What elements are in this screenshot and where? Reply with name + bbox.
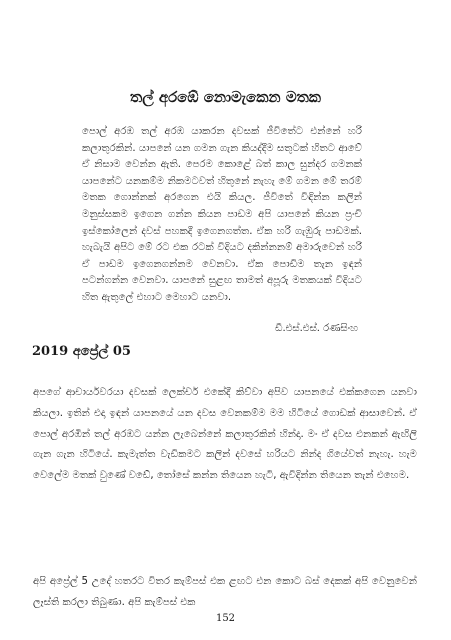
page-title: තල් අරඹේ නොමැකෙන මතක <box>130 88 321 106</box>
body-paragraph-2: අපි අප්‍රේල් 5 උදේ හතරට විතර කැම්පස් එක ළඟට එන කොට බස් දෙකක් අපි වෙනුවෙන් ලෑස්ති කරලා තිබුණා. අපි කැම්පස් එක <box>33 576 417 608</box>
body-paragraph-1: අපගේ ආචාර්යවරයා දවසක් ලෙක්චර් එකේදී කිව්වා අපිව යාපනයේ එක්කගෙන යනවා කියලා. ඉතින් එදා ඉඳන් යාපනයේ යන දවස වෙනකම්ම මම හිටියේ ගොඩක් ආසාවෙන්. ඒ පොල් අරඹින් තල් අරඹට යන්න ලැබෙන්නේ කලාතුරකින් හින්දා. මං ඒ දවස එනකන් ඇඟිලි ගැන ගැන හිටියේ. කැමැත්ත වැඩිකමට කලින් දවසේ හරියට නින්ද ගියේවත් නැහැ. හැම වෙලේම මතක් වුණේ වඩේ, තෝසේ කන්න තියෙන හැටි, ඇවිදින්න තියෙන තැන් එහෙම. <box>33 387 417 482</box>
page-number: 152 <box>215 613 236 624</box>
intro-paragraph: පොල් අරඹ තල් අරඹ යාකරන දවසක් ජීවිතේට එන්නේ හරි කලාතුරකින්. යාපනේ යන ගමන ගැන කියද්දීම සතුටක් හිතට ආවේ ඒ නිසාම වෙන්න ඇති. පෙරම කොළේ බත් කාල සුන්දර ගමනක් යාපනේට යනකම්ම නිකමටවත් හිතුනේ නැහැ මේ ගමන මේ තරම් මතක ගොන්නක් අරගෙන එයි කියල. ජීවිතේ විඳින්න කලින් මනුස්සකම ඉගෙන ගන්න කියන පාඩම අපි යාපනේ කියන ප්‍රංචි ඉස්කෝලෙන් දවස් පහකදී ඉගෙනගත්ත. ඒක හරි ගැඹුරු පාඩමක්. හැබැයි අපිට මේ රට එක රටක් විදියට දකින්නනම් අමාරුවෙන් හරි ඒ පාඩම ඉගෙනගන්නම වෙනවා. ඒක පොඩිම තැන ඉඳන් පටන්ගන්න වෙනවා. යාපනේ සුළඟ තාමත් අපූරු මතකයක් විදියට හිත ඇතුලේ එහාට මෙහාට යනවා. <box>82 126 362 303</box>
diary-date-heading: 2019 අප්‍රේල් 05 <box>32 344 131 359</box>
author-signature: ඩී.එස්.එස්. රණසිංහ <box>275 323 358 334</box>
